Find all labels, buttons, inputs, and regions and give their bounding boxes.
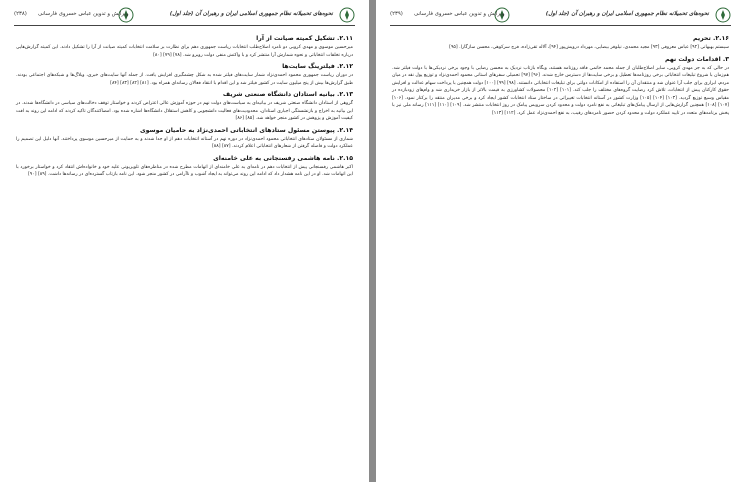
right-page	[376, 0, 745, 482]
section-heading: ۲.۱۳. بیانیه استادان دانشگاه صنعتی شریف	[222, 91, 353, 99]
section-heading: ۲.۱۱. تشکیل کمیته صیانت از آرا	[256, 35, 353, 42]
section-heading: ۲.۱۶. تحریم	[693, 35, 729, 42]
header-author: ویرایش و تدوین عباس خسروی فارسانی	[414, 11, 505, 17]
header-rule	[390, 25, 731, 26]
section-heading: ۲.۱۲. فیلترینگ سایت‌ها	[282, 63, 353, 71]
section-text: میرحسین موسوی و مهدی کروبی دو نامزد اصلاح‌طلب انتخابات ریاست جمهوری دهم برای نظارت بر سلامت انتخابات کمیته صیانت از آرا را تشکیل دادند. این کمیته گزارش‌هایی درباره تخلفات انتخاباتی و نحوه شمارش آرا منتشر کرد و با واکنش منفی دولت روبرو شد. [۷۸] [۷۹] [۸۰]	[16, 45, 353, 58]
section-text: اکبر هاشمی رفسنجانی پیش از انتخابات دهم در نامه‌ای به علی خامنه‌ای از اتهامات مطرح شده در مناظره‌های تلویزیونی علیه خود و خانواده‌اش انتقاد کرد و خواستار برخورد با این اتهامات شد. او در این نامه هشدار داد که ادامه این روند می‌تواند به ایجاد آشوب و ناآرامی در کشور منجر شود. این نامه بازتاب گسترده‌ای در رسانه‌ها داشت. [۸۹] [۹۰]	[16, 164, 353, 178]
section-heading: ۲.۱۵. نامه هاشمی رفسنجانی به علی خامنه‌ای	[213, 154, 353, 162]
right-page-body	[392, 31, 729, 476]
emblem-icon	[339, 7, 355, 23]
header-rule	[14, 25, 355, 26]
page-number: (۲۳۸)	[14, 11, 27, 17]
section-text: در حالی که به جز مهدی کروبی، سایر اصلاح‌طلبان از جمله محمد خاتمی فاقد روزنامه هستند، وبگاه بازتاب نزدیک به محسن رضایی با وجود برخی نزدیکی‌ها با دولت فیلتر شد. هم‌زمان با شروع تبلیغات انتخاباتی برخی روزنامه‌ها تعطیل و برخی سایت‌ها از دسترس خارج شدند. [۹۶] [۹۷] تحمیلی سفرهای استانی محمود احمدی‌نژاد و توزیع پول نقد در میان مردم، ابزاری برای جلب آرا عنوان شد و منتقدان آن را استفاده از امکانات دولتی برای تبلیغات انتخاباتی دانستند. [۹۸] [۹۹] [۱۰۰] دولت همچنین با پرداخت سهام عدالت و افزایش حقوق کارکنان پیش از انتخابات، تلاش کرد رضایت گروه‌های مختلف را جلب کند. [۱۰۱] [۱۰۲] محصولات کشاورزی به قیمت بالاتر از بازار خریداری شد و وام‌های زودبازده در مقیاس وسیع توزیع گردید. [۱۰۳] [۱۰۴] [۱۰۵] وزارت کشور در آستانه انتخابات تغییراتی در ساختار ستاد انتخابات کشور ایجاد کرد و برخی مدیران منتقد را برکنار نمود. [۱۰۶] [۱۰۷] [۱۰۸] همچنین گزارش‌هایی از ارسال پیامک‌های تبلیغاتی به نفع نامزد دولت و محدود کردن سرویس پیامک در روز انتخابات منتشر شد. [۱۰۹] [۱۱۰] [۱۱۱] رسانه ملی نیز با پخش برنامه‌های متعدد در تایید عملکرد دولت و محدود کردن حضور نامزدهای رقیب، به نفع احمدی‌نژاد عمل کرد. [۱۱۲] [۱۱۳]	[392, 65, 730, 116]
right-page-header	[390, 9, 731, 23]
left-page-body	[16, 31, 353, 476]
header-author: ویرایش و تدوین عباس خسروی فارسانی	[38, 11, 129, 17]
header-title: نحوه‌های تحمیلانه نظام جمهوری اسلامی ایران و رهبران آن (جلد اول)	[169, 11, 333, 17]
section-text: در دوران ریاست جمهوری محمود احمدی‌نژاد شمار سایت‌های فیلتر شده به شکل چشمگیری افزایش یافت. از جمله آنها سایت‌های خبری، وبلاگ‌ها و شبکه‌های اجتماعی بودند. طبق گزارش‌ها بیش از پنج میلیون سایت در کشور فیلتر شد و این اقدام با انتقاد فعالان رسانه‌ای همراه بود. [۸۱] [۸۲] [۸۳] [۸۴]	[16, 73, 353, 86]
header-title: نحوه‌های تحمیلانه نظام جمهوری اسلامی ایران و رهبران آن (جلد اول)	[545, 11, 709, 17]
page-number: (۲۳۹)	[390, 11, 403, 17]
section-text: سیستم بهبهانی [۹۲] عباس معروفی [۹۳] مجید محمدی، نیلوفر بیضایی، مهرداد درویش‌پور [۹۴]، آلاله تقی‌زاده، فرج سرکوهی، محسن سازگارا. [۹۵]	[449, 45, 729, 50]
section-text: شماری از مسئولان ستادهای انتخاباتی محمود احمدی‌نژاد در دوره نهم در آستانه انتخابات دهم از او جدا شدند و به حمایت از میرحسین موسوی پرداختند. آنها دلیل این تصمیم را عملکرد دولت و فاصله گرفتن از شعارهای انتخاباتی اعلام کردند. [۸۷] [۸۸]	[16, 136, 353, 150]
emblem-icon	[715, 7, 731, 23]
section-heading: ۳. اقدامات دولت نهم	[665, 55, 729, 63]
section-heading: ۲.۱۴. پیوستن مسئول ستادهای انتخاباتی احمدی‌نژاد به حامیان موسوی	[139, 126, 353, 134]
left-page	[0, 0, 369, 482]
left-page-header	[14, 9, 355, 23]
section-text: گروهی از استادان دانشگاه صنعتی شریف در بیانیه‌ای به سیاست‌های دولت نهم در حوزه آموزش عالی اعتراض کردند و خواستار توقف دخالت‌های سیاسی در دانشگاه‌ها شدند. در این بیانیه به اخراج و بازنشستگی اجباری استادان، محدودیت‌های فعالیت دانشجویی و کاهش استقلال دانشگاه‌ها اشاره شده بود. امضاکنندگان تاکید کردند که ادامه این روند به افت کیفیت آموزش و پژوهش در کشور منجر خواهد شد. [۸۵] [۸۶]	[16, 101, 353, 122]
